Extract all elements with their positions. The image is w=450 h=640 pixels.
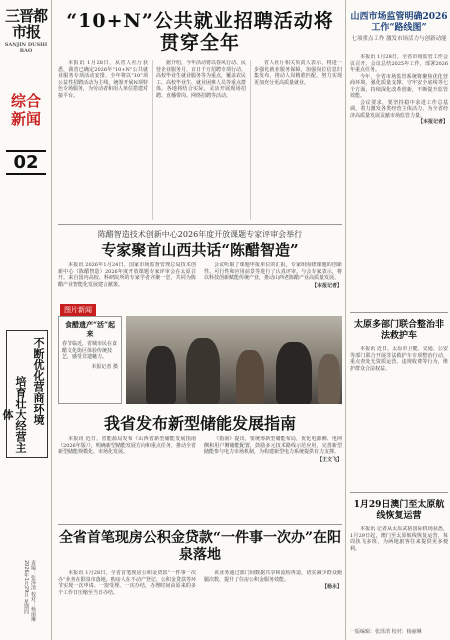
headline-ambulance: 太原多部门联合整治非法救护车 xyxy=(353,320,444,341)
byline: 【杨永】 xyxy=(321,584,342,590)
main-content xyxy=(58,0,342,640)
slogan-line-1: 不断优化营商环境 xyxy=(32,337,45,425)
paragraph: 会议要求，要坚持稳中求进工作总基调，着力激发各类经营主体活力，为全省经济高质量发展贡献市场监管力量。 xyxy=(350,99,448,119)
article-housing-col2 xyxy=(204,570,342,636)
right-column xyxy=(348,0,450,640)
paragraph: 会议听取了课题申报单位的汇报，专家组围绕课题的创新性、可行性和应用前景等进行了认真评审。与会专家表示，将以科技创新赋能传统产业，推动山西老陈醋产业高质量发展。 xyxy=(204,262,342,281)
column-rule xyxy=(345,0,346,640)
subhead-market-regulation: 七项重点工作 激发市场活力与创新动能 xyxy=(351,36,447,42)
photo-label: 图片新闻 xyxy=(60,304,96,316)
headline-flight-route: 1月29日澳门至太原航线恢复运营 xyxy=(353,500,445,521)
divider xyxy=(350,312,448,313)
news-photo xyxy=(126,316,342,404)
article-employment-col3 xyxy=(254,60,342,220)
headline-vinegar: 专家聚首山西共话“陈醋智造” xyxy=(101,241,299,259)
kicker-vinegar: 陈醋智造技术创新中心2026年度开放课题专家评审会举行 xyxy=(97,230,303,239)
divider xyxy=(58,224,342,225)
byline: 【本报记者】 xyxy=(417,119,448,125)
photo-caption-body: 春节临近，省城市民在食醋文化街区体验传统技艺，感受非遗魅力。 xyxy=(62,341,118,360)
photo-news xyxy=(58,302,342,404)
logo-subtitle: SANJIN DUSHI BAO xyxy=(4,42,48,54)
headline-housing-fund: 全省首笔现房公积金贷款“一件事一次办”在阳泉落地 xyxy=(58,530,342,563)
editor-credit: 一版编辑：张泽清 校对：杨丽琳 xyxy=(350,629,422,635)
paragraph: 据介绍，今年活动将以春风行动、民营企业服务月、百日千万招聘专项行动、高校毕业生就业服务等为重点，覆盖农民工、高校毕业生、就业困难人员等重点群体。各地将结合实际，灵活开展现场招聘、直播带岗、网络招聘等活动。 xyxy=(156,60,246,99)
byline: 【王文飞】 xyxy=(316,456,342,463)
article-employment-col1 xyxy=(58,60,148,220)
article-vinegar-col1 xyxy=(58,262,196,300)
headline-market-regulation: 山西市场监管明确2026工作“路线图” xyxy=(350,12,448,33)
paragraph: 本报讯 1月28日，全省首笔现房公积金贷款“一件事一次办”业务在阳泉市落地。购房人在不动产登记、公积金贷款等环节实现一次申请、一窗受理、一次办结，办理时间由原来的多个工作日压缩至当日办结。 xyxy=(58,570,196,596)
paragraph: 今年，全省市场监管系统将聚焦优化营商环境、强化质量支撑、守牢安全底线等七个方面，持续深化改革创新，不断提升监管效能。 xyxy=(350,73,448,99)
photo-credit: 本报记者 摄 xyxy=(91,363,118,370)
article-vinegar-col2 xyxy=(204,262,342,300)
article-employment-col2 xyxy=(156,60,246,220)
slogan-box xyxy=(1,330,48,458)
paragraph: 本报讯 2026年1月24日，国家市场监督管理总局技术创新中心（陈醋智造）2026年度开放课题专家评审会在太原召开。来自国内高校、科研院所的专家学者齐聚一堂，共同为陈醋产业智能化发展建言献策。 xyxy=(58,262,196,288)
paragraph: 《指南》提出，要统筹新型储能布局，优化电源侧、电网侧和用户侧储能配置，鼓励多元技术路线示范应用，完善新型储能参与电力市场机制，为构建新型电力系统提供有力支撑。 xyxy=(204,436,342,455)
article-market-regulation xyxy=(350,54,448,306)
divider xyxy=(350,492,448,493)
article-ambulance xyxy=(350,346,448,486)
paragraph: 本报讯 1月28日，全省市场监管工作会议召开。会议总结2025年工作，部署2026年重点任务。 xyxy=(350,54,448,73)
paragraph: 本报讯 记者从太原武宿国际机场获悉，1月29日起，澳门至太原航线恢复运营，每周执飞多班，为两地旅客往来提供更多便利。 xyxy=(350,526,448,552)
headline-employment: “10+N”公共就业招聘活动将贯穿全年 xyxy=(66,10,334,54)
newspaper-logo xyxy=(2,8,50,54)
photo-caption xyxy=(58,316,122,404)
slogan-line-2: 培育壮大经营主体 xyxy=(1,375,27,453)
article-energy-col1 xyxy=(58,436,196,518)
headline-energy-storage: 我省发布新型储能发展指南 xyxy=(103,414,296,433)
article-flight-route xyxy=(350,526,448,622)
masthead-sidebar xyxy=(0,0,52,640)
logo-text: 三晋都市报 xyxy=(4,7,47,41)
article-energy-col2 xyxy=(204,436,342,518)
column-rule xyxy=(250,60,251,220)
footer-info: 责编：张泽清 校对：杨丽琳 2026年1月29日 星期四 xyxy=(23,560,36,622)
paragraph: 本报讯 近日，省能源局发布《山西省新型储能发展指南（2026年版）》，明确新型储能发展方向和重点任务，推动全省新型储能规模化、市场化发展。 xyxy=(58,436,196,455)
section-title: 综合新闻 xyxy=(10,92,41,128)
paragraph: 本报讯 1月28日，从省人社厅获悉，我省已确定2026年“10+N”公共就业服务专项活动安排，全年将以“10”项公益性招聘活动为主线，统筹开展N项特色专场服务，为劳动者和用人单位搭建对接平台。 xyxy=(58,60,148,99)
photo-caption-title: 食醋遗产“活”起来 xyxy=(64,320,116,338)
paragraph: 该业务通过部门间数据共享和流程再造，切实减少群众跑腿次数，提升了住房公积金服务效能。 xyxy=(204,570,342,583)
divider xyxy=(58,524,342,525)
paragraph: 省人社厅相关负责人表示，将进一步强化就业服务保障，加强岗位信息归集发布，推动人岗精准匹配，努力实现更加充分更高质量就业。 xyxy=(254,60,342,86)
article-housing-col1 xyxy=(58,570,196,636)
page-number: 02 xyxy=(6,150,46,175)
byline: 【本报记者】 xyxy=(311,282,342,289)
column-rule xyxy=(152,60,153,220)
paragraph: 本报讯 近日，太原市卫健、交通、公安等部门联合开展非法救护车专项整治行动，重点查处无资质运营、违规收费等行为，维护群众合法权益。 xyxy=(350,346,448,372)
